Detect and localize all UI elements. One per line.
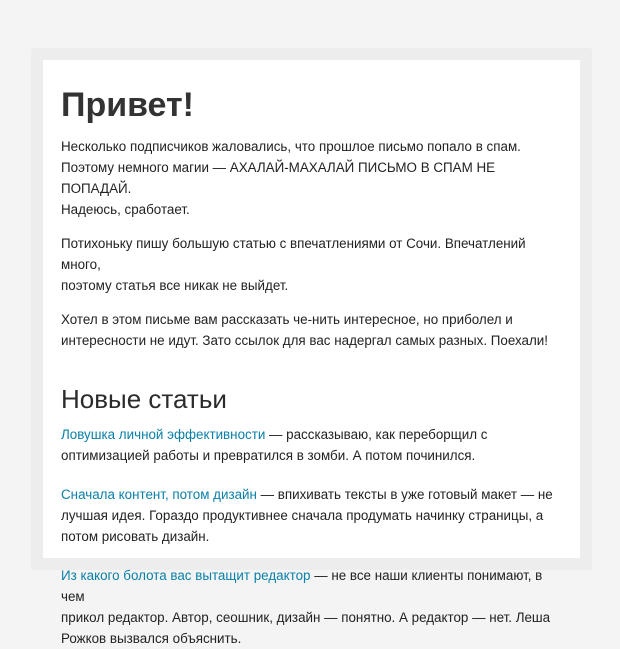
article-link-editor-swamp[interactable]: Из какого болота вас вытащит редактор: [61, 568, 311, 583]
intro-paragraph-spam: [61, 136, 568, 220]
text-line: [61, 484, 568, 505]
text-line: интересности не идут. Зато ссылок для вас надергал самых разных. Поехали!: [61, 333, 549, 348]
article-description: — рассказываю, как переборщил с: [265, 427, 488, 442]
section-title-new-articles: Новые статьи: [61, 384, 227, 414]
article-link-productivity-trap[interactable]: Ловушка личной эффективности: [61, 427, 266, 442]
text-line: Несколько подписчиков жаловались, что прошлое письмо попало в спам.: [61, 139, 521, 154]
text-line: Надеюсь, сработает.: [61, 202, 190, 217]
text-line: Рожков вызвался объяснить.: [61, 631, 242, 646]
text-line: Поэтому немного магии — АХАЛАЙ-МАХАЛАЙ ПИСЬМО В СПАМ НЕ ПОПАДАЙ.: [61, 160, 496, 196]
article-item: [61, 424, 568, 466]
text-line: [61, 424, 568, 445]
text-line: прикол редактор. Автор, сеошник, дизайн — понятно. А редактор — нет. Леша: [61, 610, 551, 625]
text-line: Хотел в этом письме вам рассказать че-нить интересное, но приболел и: [61, 312, 513, 327]
text-line: [61, 565, 568, 607]
article-link-content-first[interactable]: Сначала контент, потом дизайн: [61, 487, 257, 502]
email-body: [43, 60, 580, 646]
article-description: — не все наши клиенты понимают, в чем: [61, 568, 543, 604]
email-frame: [31, 48, 592, 646]
article-item: [61, 484, 568, 547]
intro-paragraph-sochi: [61, 233, 568, 296]
text-line: оптимизацией работы и превратился в зомби. А потом починился.: [61, 448, 476, 463]
text-line: лучшая идея. Гораздо продуктивнее сначала продумать начинку страницы, а: [61, 508, 544, 523]
intro-paragraph-links: [61, 309, 568, 351]
article-item: [61, 565, 568, 649]
text-line: Потихоньку пишу большую статью с впечатлениями от Сочи. Впечатлений много,: [61, 236, 526, 272]
text-line: потом рисовать дизайн.: [61, 529, 210, 544]
text-line: поэтому статья все никак не выйдет.: [61, 278, 289, 293]
article-description: — впихивать тексты в уже готовый макет — не: [256, 487, 553, 502]
greeting-heading: Привет!: [61, 86, 194, 124]
